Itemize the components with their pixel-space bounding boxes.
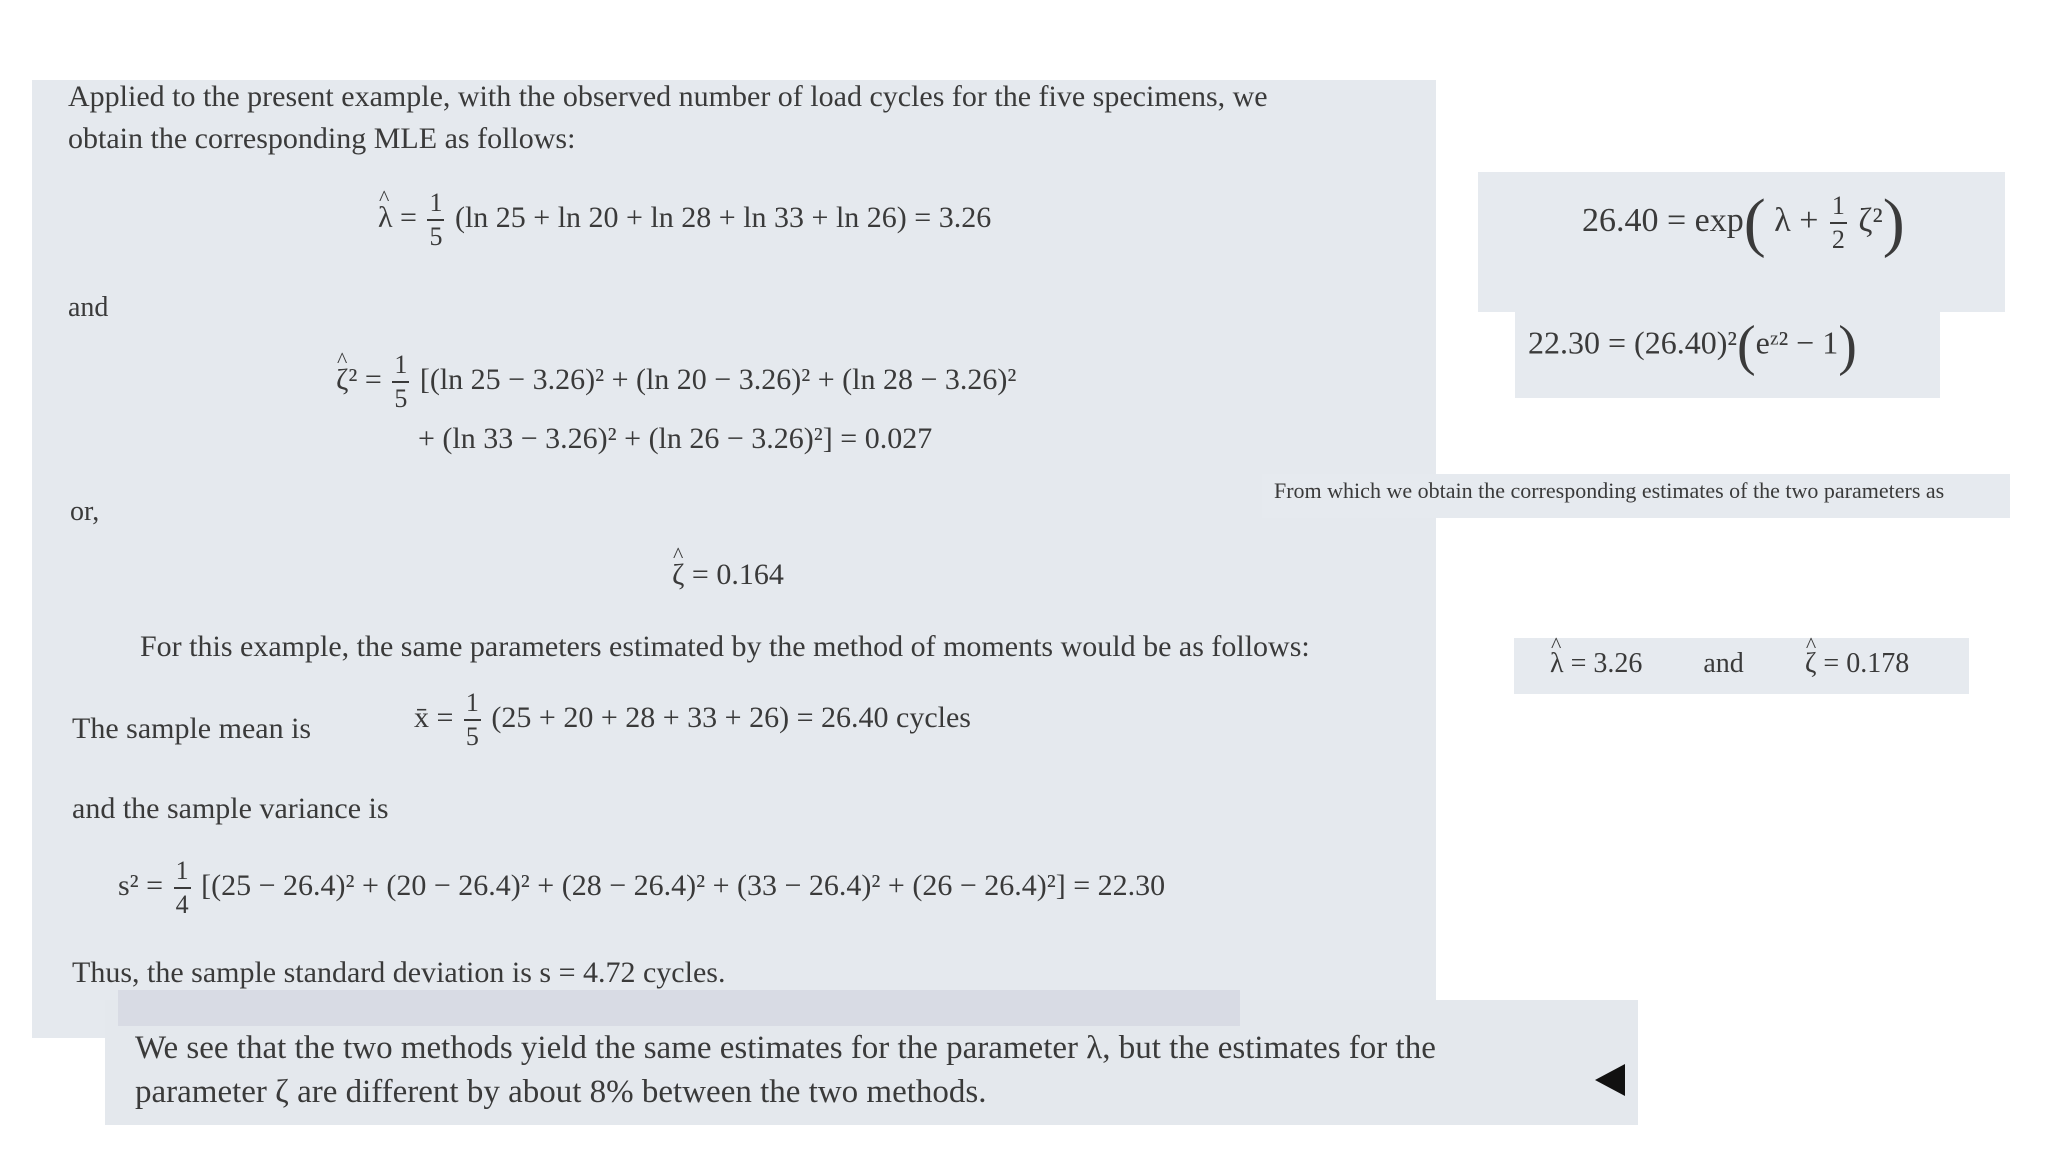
fraction: $\frac{1}{5}$ [465, 688, 479, 751]
conclusion-header-strip [118, 990, 1240, 1026]
sample-mean-label: The sample mean is [72, 712, 312, 745]
moments-intro: For this example, the same parameters estimated by the method of moments would be as follows: [140, 630, 1310, 663]
side-eq2-lhs: 22.30 = (26.40)² [1528, 324, 1737, 361]
var-rhs: [(25 − 26.4)² + (20 − 26.4)² + (28 − 26.4)² + (33 − 26.4)² + (26 − 26.4)²] = 22.30 [201, 868, 1166, 902]
zeta2-line1: [(ln 25 − 3.26)² + (ln 20 − 3.26)² + (ln 28 − 3.26)² [419, 362, 1017, 396]
intro-line-1: Applied to the present example, with the observed number of load cycles for the five specimens, we [68, 80, 1268, 113]
side-equation-1 [1582, 186, 1905, 259]
side-equation-2 [1528, 315, 1857, 377]
paren-close: ) [1838, 315, 1857, 377]
zeta2-lhs: ζ² = ^ [336, 363, 382, 397]
fraction: $\frac{1}{5}$ [429, 188, 443, 251]
paren-open: ( [1743, 186, 1766, 259]
lambda-lhs: λ = ^ [378, 201, 417, 235]
lambda-estimate: λ = 3.26 ^ [1550, 648, 1642, 680]
paren-close: ) [1882, 186, 1905, 259]
mean-rhs: (25 + 20 + 28 + 33 + 26) = 26.40 cycles [491, 700, 971, 734]
sample-variance-equation [118, 858, 1165, 918]
zeta-hat-equation [672, 558, 784, 592]
zeta-estimate: ζ = 0.178 ^ [1805, 648, 1909, 680]
side-eq2-inner: eᶻ² − 1 [1755, 324, 1839, 361]
side-eq1-lhs: 26.40 = exp [1582, 201, 1744, 239]
zeta-hat-value: ζ = 0.164 ^ [672, 558, 784, 592]
side-from-which-text: From which we obtain the corresponding estimates of the two parameters as [1274, 478, 1945, 503]
intro-line-2: obtain the corresponding MLE as follows: [68, 122, 576, 155]
conclusion-line-2: parameter ζ are different by about 8% between the two methods. [135, 1074, 987, 1110]
and-label: and [68, 292, 109, 323]
std-dev-text: Thus, the sample standard deviation is s = 4.72 cycles. [72, 956, 726, 989]
zeta-squared-line-2: + (ln 33 − 3.26)² + (ln 26 − 3.26)²] = 0.027 [418, 422, 933, 455]
lambda-mle-equation [378, 190, 991, 250]
fraction: $\frac{1}{4}$ [175, 856, 189, 919]
side-estimates [1550, 648, 1909, 680]
back-arrow-icon[interactable] [1595, 1064, 1625, 1096]
and-word: and [1703, 648, 1744, 679]
sample-variance-label: and the sample variance is [72, 792, 389, 825]
mean-lhs: x̄ = [414, 700, 454, 734]
sample-mean-equation [414, 690, 971, 750]
or-label: or, [70, 496, 100, 527]
conclusion-line-1: We see that the two methods yield the same estimates for the parameter λ, but the estimates for the [135, 1030, 1436, 1066]
side-eq1-lambda: λ + [1774, 201, 1819, 239]
side-eq1-zeta: ζ² [1858, 201, 1883, 239]
fraction: $\frac{1}{5}$ [394, 350, 408, 413]
zeta-squared-equation [336, 352, 1016, 412]
lambda-rhs: (ln 25 + ln 20 + ln 28 + ln 33 + ln 26) = 3.26 [454, 200, 992, 234]
fraction: $\frac{1}{2}$ [1831, 191, 1845, 254]
var-lhs: s² = [118, 868, 164, 902]
paren-open: ( [1736, 315, 1756, 377]
